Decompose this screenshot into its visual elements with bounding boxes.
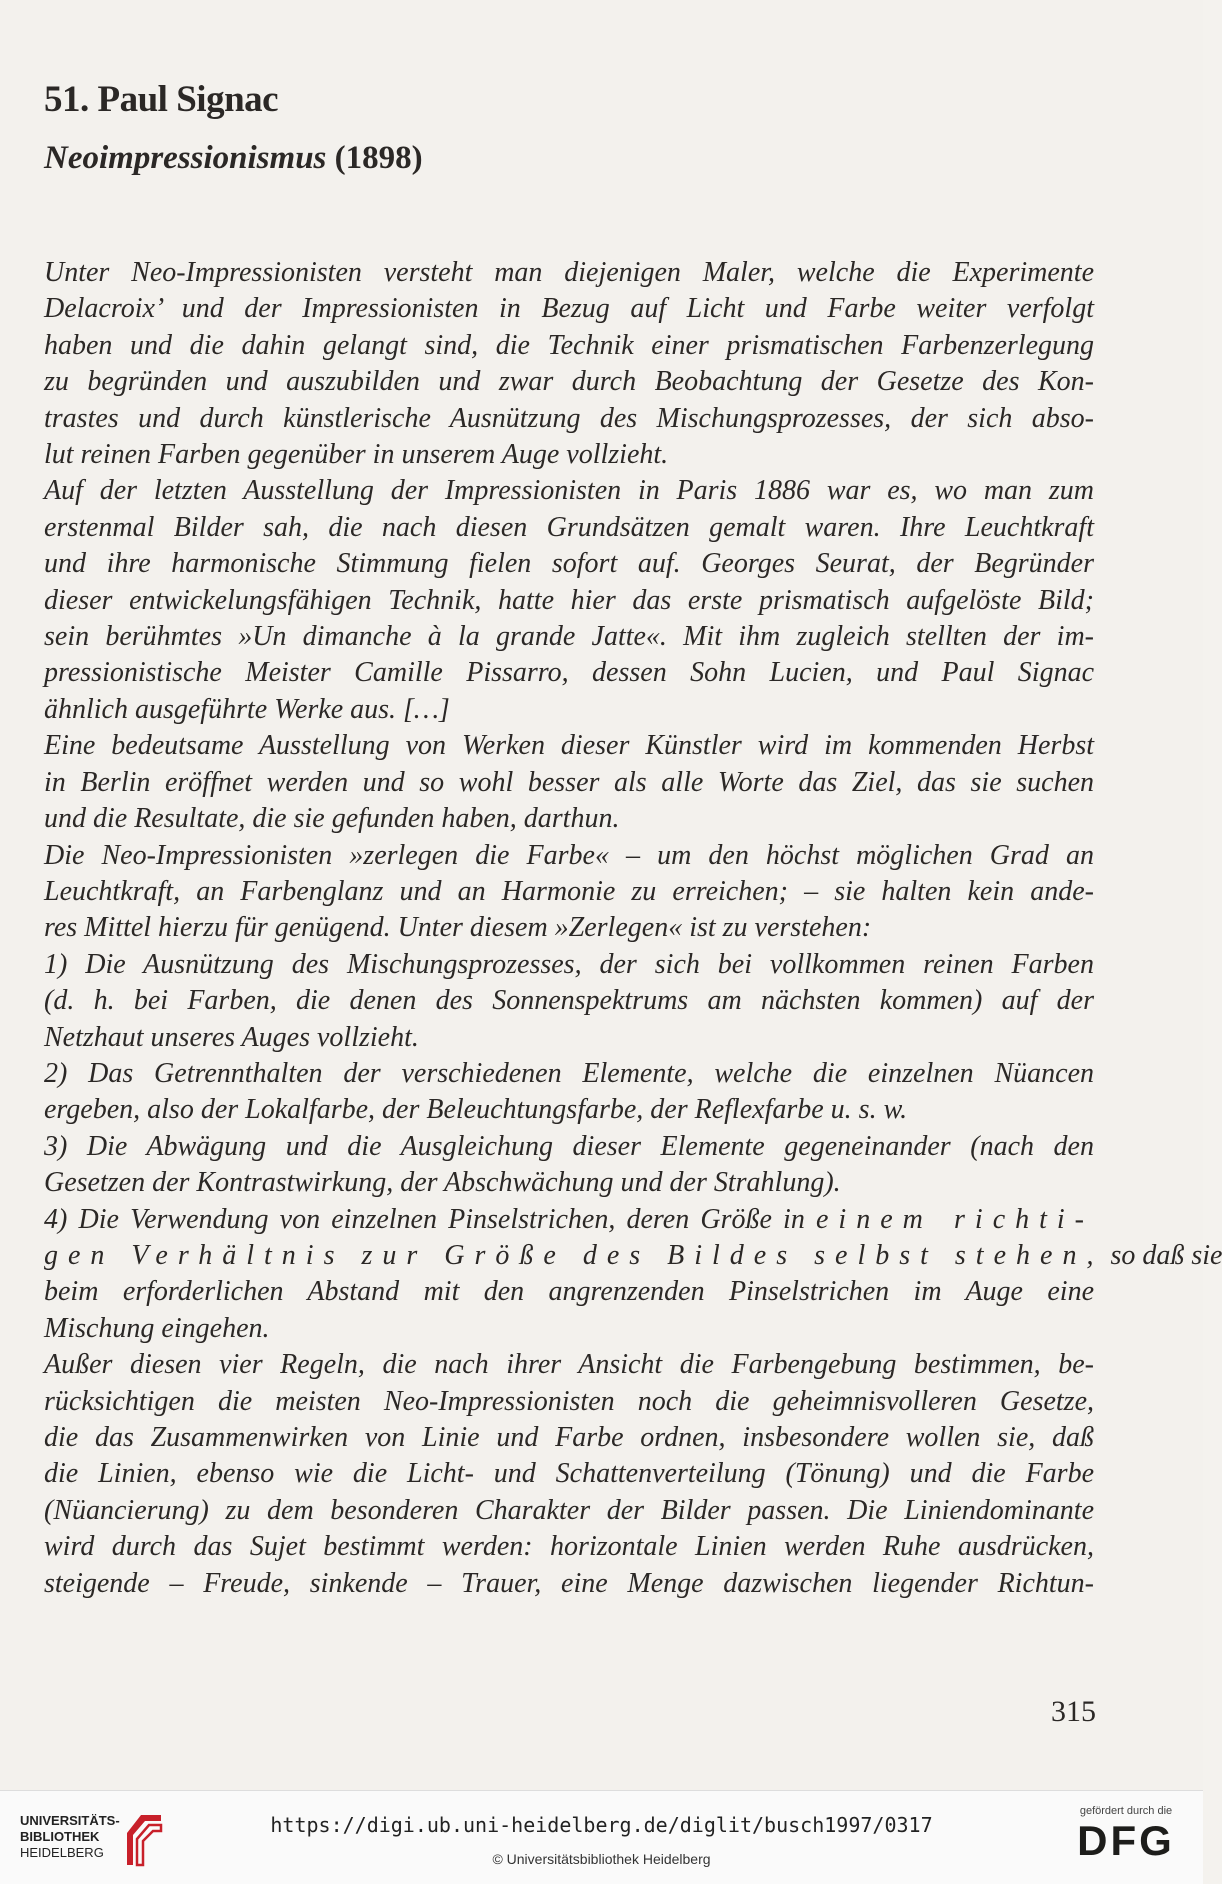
body-line: wird durch das Sujet bestimmt werden: horizontale Linien werden Ruhe ausdrücken, [44,1531,1094,1563]
body-line: Delacroix’ und der Impressionisten in Bezug auf Licht und Farbe weiter verfolgt [44,293,1094,325]
spaced-emphasis: einem richti- [816,1203,1094,1235]
funding-label: gefördert durch die [1079,1805,1173,1817]
body-line: 2) Das Getrennthalten der verschiedenen Elemente, welche die einzelnen Nüancen [44,1057,1094,1089]
body-line: gen Verhältnis zur Größe des Bildes selbst stehen, so daß sie [44,1239,1222,1271]
body-line: Auf der letzten Ausstellung der Impressionisten in Paris 1886 war es, wo man zum [44,475,1094,507]
body-line: lut reinen Farben gegenüber in unserem Auge vollzieht. [44,439,669,471]
chapter-heading: 51. Paul Signac [44,79,279,120]
body-line: und die Resultate, die sie gefunden haben, darthun. [44,803,620,835]
body-line: pressionistische Meister Camille Pissarro, dessen Sohn Lucien, und Paul Signac [44,657,1094,689]
library-name-line-2: BIBLIOTHEK [20,1829,100,1844]
library-name-line-1: UNIVERSITÄTS- [20,1813,120,1828]
body-line: Außer diesen vier Regeln, die nach ihrer Ansicht die Farbengebung bestimmen, be- [44,1349,1094,1381]
chapter-subheading [44,140,423,177]
page-number: 315 [1051,1695,1096,1728]
body-line: Unter Neo-Impressionisten versteht man diejenigen Maler, welche die Experimente [44,257,1094,288]
body-line: 1) Die Ausnützung des Mischungsprozesses, der sich bei vollkommen reinen Farben [44,948,1094,980]
body-line: Netzhaut unseres Auges vollzieht. [44,1021,419,1053]
body-line: res Mittel hierzu für genügend. Unter diesem »Zerlegen« ist zu verstehen: [44,912,872,944]
body-line: die Linien, ebenso wie die Licht- und Schattenverteilung (Tönung) und die Farbe [44,1458,1094,1490]
body-line: Die Neo-Impressionisten »zerlegen die Farbe« – um den höchst möglichen Grad an [44,839,1094,871]
footer-bar [0,1790,1203,1884]
body-line: Leuchtkraft, an Farbenglanz und an Harmonie zu erreichen; – sie halten kein ande- [44,875,1094,907]
body-line: ähnlich ausgeführte Werke aus. […] [44,693,450,725]
spaced-emphasis: gen Verhältnis zur Größe des Bildes selbst stehen, [44,1239,1104,1271]
body-line: dieser entwickelungsfähigen Technik, hatte hier das erste prismatisch aufgelöste Bild; [44,584,1094,616]
subheading-year: (1898) [334,140,423,176]
body-line: sein berühmtes »Un dimanche à la grande Jatte«. Mit ihm zugleich stellten der im- [44,621,1094,653]
body-line: erstenmal Bilder sah, die nach diesen Grundsätzen gemalt waren. Ihre Leuchtkraft [44,511,1094,543]
subheading-title: Neoimpressionismus [44,140,327,176]
dfg-funding-logo [1071,1805,1181,1865]
body-line: die das Zusammenwirken von Linie und Farbe ordnen, insbesondere wollen sie, daß [44,1422,1094,1453]
body-line: trastes und durch künstlerische Ausnützung des Mischungsprozesses, der sich abso- [44,402,1094,434]
body-line: zu begründen und auszubilden und zwar durch Beobachtung der Gesetze des Kon- [44,366,1094,398]
body-line: in Berlin eröffnet werden und so wohl besser als alle Worte das Ziel, das sie suchen [44,766,1094,798]
body-line: beim erforderlichen Abstand mit den angrenzenden Pinselstrichen im Auge eine [44,1276,1094,1308]
dfg-logo: DFG [1077,1817,1175,1864]
body-line: (d. h. bei Farben, die denen des Sonnenspektrums am nächsten kommen) auf der [44,985,1094,1017]
body-line: rücksichtigen die meisten Neo-Impressionisten noch die geheimnisvolleren Gesetze, [44,1385,1094,1417]
copyright-notice: © Universitätsbibliothek Heidelberg [492,1851,711,1867]
body-line: 4) Die Verwendung von einzelnen Pinselstrichen, deren Größe in einem richti- [44,1203,1094,1235]
body-line: Eine bedeutsame Ausstellung von Werken dieser Künstler wird im kommenden Herbst [44,730,1094,762]
library-name-line-3: HEIDELBERG [20,1845,104,1860]
document-url-link[interactable]: https://digi.ub.uni-heidelberg.de/diglit/busch1997/0317 [270,1813,933,1837]
body-line: 3) Die Abwägung und die Ausgleichung dieser Elemente gegeneinander (nach den [44,1130,1094,1162]
body-line: (Nüancierung) zu dem besonderen Charakter der Bilder passen. Die Liniendominante [44,1494,1094,1526]
body-line: Mischung eingehen. [44,1312,270,1344]
body-text [44,255,1222,1602]
body-line: steigende – Freude, sinkende – Trauer, eine Menge dazwischen liegender Richtun- [44,1567,1094,1599]
body-line: ergeben, also der Lokalfarbe, der Beleuchtungsfarbe, der Reflexfarbe u. s. w. [44,1094,908,1126]
body-line: Gesetzen der Kontrastwirkung, der Abschwächung und der Strahlung). [44,1167,841,1199]
body-line: und ihre harmonische Stimmung fielen sofort auf. Georges Seurat, der Begründer [44,548,1094,580]
body-line: haben und die dahin gelangt sind, die Technik einer prismatischen Farbenzerlegung [44,329,1094,361]
